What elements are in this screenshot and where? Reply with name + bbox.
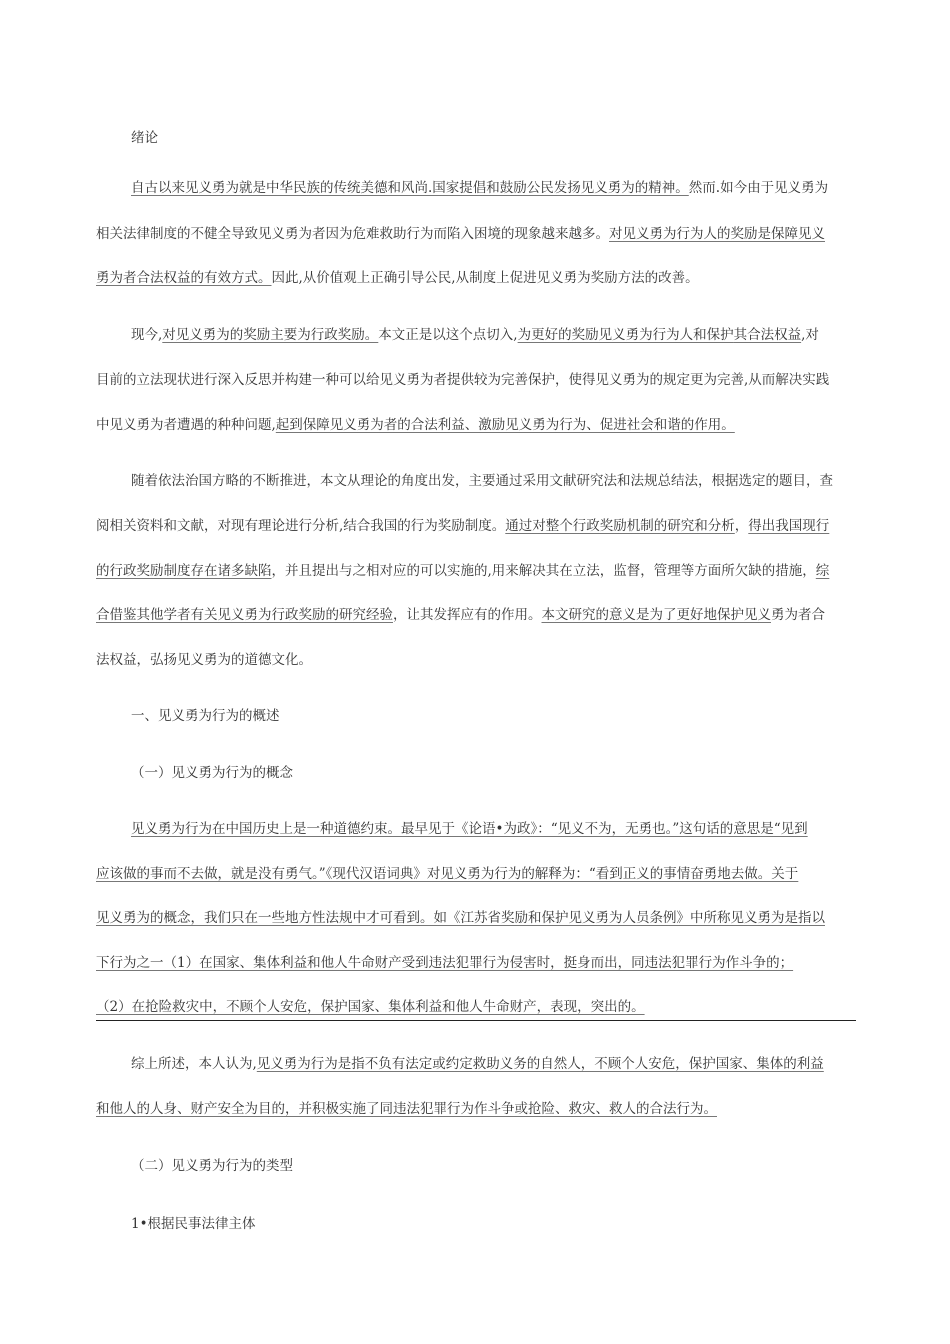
paragraph-1-line-1: [131, 178, 856, 198]
paragraph-3-line-1: 随着依法治国方略的不断推进，本文从理论的角度出发，主要通过采用文献研究法和法规总结法，根据选定的题目，查: [131, 473, 833, 489]
paragraph-2-line-3: [96, 415, 856, 435]
paragraph-4-line-3: [96, 908, 856, 928]
underlined-text: 对见义勇为的奖励主要为行政奖励。: [162, 327, 379, 343]
heading-1-2: （二）见义勇为行为的类型: [131, 1158, 293, 1174]
horizontal-rule: [96, 1020, 856, 1021]
underlined-text: 对见义勇为行为人的奖励是保障见义: [609, 226, 825, 242]
underlined-text: 见义勇为的概念，我们只在一些地方性法规中才可看到。如《江苏省奖励和保护见义勇为人员条例》中所称见义勇为是指以: [96, 910, 825, 926]
underlined-text: 本文研究的意义是为了更好地保护: [541, 607, 744, 623]
underlined-text: 见义勇为行为是指不负有法定或约定救助义务的自然人，不顾个人安危，保护国家、集体的利益: [256, 1056, 824, 1072]
underlined-text: 通过对整个行政奖励机制的研究和分析: [505, 518, 735, 534]
text: 中见义勇为者遭遇的种种问题,: [96, 417, 276, 433]
underlined-text: 自古以来见义勇为就是中华民族的传统美德和风尚.国家提倡和鼓励公民发扬见义勇为的精神。: [131, 180, 689, 196]
paragraph-5-line-2: [96, 1099, 856, 1119]
underlined-text: 综: [815, 563, 830, 579]
paragraph-4-line-2: [96, 864, 856, 884]
text: 现今,: [131, 327, 163, 343]
underlined-text: 合借鉴其他学者有关见义勇为行政奖励的研究经验: [96, 607, 393, 623]
text: 相关法律制度的不健全导致见义勇为者因为危难救助行为而陷入困境的现象越来越多。: [96, 226, 609, 242]
paragraph-2-line-1: [131, 325, 856, 345]
paragraph-4-line-5: [96, 997, 856, 1017]
paragraph-3-line-2: [96, 516, 856, 536]
underlined-text: 的行政奖励制度存在诸多缺陷: [96, 563, 272, 579]
text: ，让其发挥应有的作用。: [393, 607, 542, 623]
underlined-text: 应该做的事而不去做，就是没有勇气。”《现代汉语词典》对见义勇为行为的解释为：“看到正义的事情奋勇地去做。关于: [96, 866, 799, 882]
underlined-text: 其合法权益: [733, 327, 802, 343]
underlined-text: 勇为者合法权益的有效方式。: [96, 270, 272, 286]
paragraph-4-line-4: [96, 953, 856, 973]
heading-1-2-1: 1•根据民事法律主体: [131, 1216, 256, 1232]
text: ，并且提出与之相对应的可以实施的,用来解决其在立法，监督，管理等方面所欠缺的措施，: [271, 563, 816, 579]
underlined-text: 和他人的人身、财产安全为目的，并积极实施了同违法犯罪行为作斗争或抢险、救灾、救人的合法行为。: [96, 1101, 717, 1117]
text: 勇为者合: [771, 607, 825, 623]
text: 阅相关资料和文献，对现有理论进行分析,结合我国的行为奖励制度。: [96, 518, 506, 534]
paragraph-1-line-2: [96, 224, 856, 244]
paragraph-3-line-4: [96, 605, 856, 625]
heading-1: 一、见义勇为行为的概述: [131, 708, 280, 724]
underlined-text: 见义: [744, 607, 771, 623]
paragraph-4-line-1: [131, 819, 856, 839]
text: 然而.如今由于见义勇为: [688, 180, 829, 196]
text: 综上所述，本人认为,: [131, 1056, 257, 1072]
paragraph-3-line-3: [96, 561, 856, 581]
underlined-text: 得出我国现行: [748, 518, 830, 534]
section-title: 绪论: [131, 130, 158, 146]
text: 本文正是以这个点切入,: [378, 327, 518, 343]
text: ，: [734, 518, 749, 534]
underlined-text: 为更好的奖励见义勇为行为人和保护: [517, 327, 734, 343]
text: ,对: [801, 327, 819, 343]
underlined-text: 见义勇为行为在中国历史上是一种道德约束。最早见于《论语•为政》：“见义不为，无勇也。”这句话的意思是“见到: [131, 821, 808, 837]
paragraph-3-line-5: 法权益，弘扬见义勇为的道德文化。: [96, 652, 312, 668]
paragraph-2-line-2: 目前的立法现状进行深入反思并构建一种可以给见义勇为者提供较为完善保护，使得见义勇为的规定更为完善,从而解决实践: [96, 372, 830, 388]
underlined-text: 起到保障见义勇为者的合法利益、激励见义勇为行为、促进社会和谐的作用。: [275, 417, 735, 433]
paragraph-5-line-1: [131, 1054, 856, 1074]
heading-1-1: （一）见义勇为行为的概念: [131, 765, 293, 781]
underlined-text: （2）在抢险救灾中，不顾个人安危，保护国家、集体利益和他人牛命财产，表现，突出的。: [96, 999, 645, 1015]
underlined-text: 下行为之一（1）在国家、集体利益和他人牛命财产受到违法犯罪行为侵害时，挺身而出，同违法犯罪行为作斗争的；: [96, 955, 794, 971]
paragraph-1-line-3: [96, 268, 856, 288]
text: 因此,从价值观上正确引导公民,从制度上促进见义勇为奖励方法的改善。: [271, 270, 699, 286]
